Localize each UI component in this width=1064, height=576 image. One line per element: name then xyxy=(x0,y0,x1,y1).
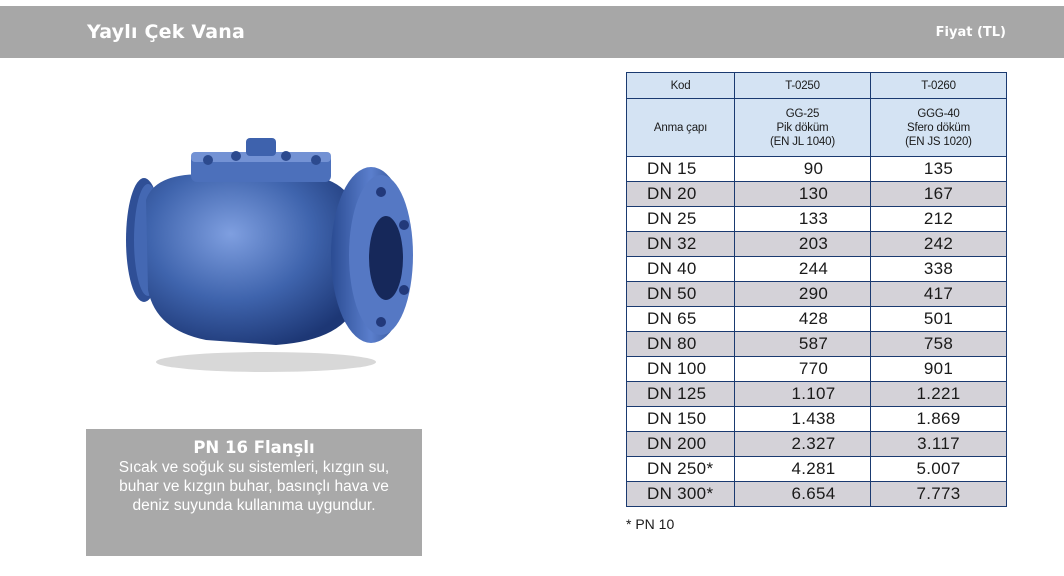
check-valve-image xyxy=(96,130,426,380)
page-title: Yaylı Çek Vana xyxy=(87,21,245,43)
size-cell: DN 40 xyxy=(627,257,735,282)
size-cell: DN 300* xyxy=(627,482,735,507)
product-subtitle: PN 16 Flanşlı xyxy=(193,438,315,457)
t0260-price-cell: 5.007 xyxy=(871,457,1007,482)
material-t0260-type: Sfero döküm xyxy=(907,121,970,134)
t0250-price-cell: 587 xyxy=(735,332,871,357)
table-row xyxy=(627,407,1007,432)
table-row xyxy=(627,257,1007,282)
material-t0260-grade: GGG-40 xyxy=(917,107,960,120)
footnote: * PN 10 xyxy=(626,516,675,532)
table-row xyxy=(627,357,1007,382)
table-row xyxy=(627,232,1007,257)
table-row xyxy=(627,182,1007,207)
t0260-price-cell: 212 xyxy=(871,207,1007,232)
table-row xyxy=(627,457,1007,482)
size-cell: DN 65 xyxy=(627,307,735,332)
t0260-price-cell: 417 xyxy=(871,282,1007,307)
t0260-price-cell: 7.773 xyxy=(871,482,1007,507)
table-header-material-row xyxy=(627,99,1007,157)
t0250-price-cell: 90 xyxy=(735,157,871,182)
t0260-price-cell: 1.221 xyxy=(871,382,1007,407)
size-cell: DN 125 xyxy=(627,382,735,407)
size-cell: DN 20 xyxy=(627,182,735,207)
size-cell: DN 50 xyxy=(627,282,735,307)
size-cell: DN 25 xyxy=(627,207,735,232)
size-header: Anma çapı xyxy=(627,99,735,157)
table-row xyxy=(627,382,1007,407)
t0260-price-cell: 3.117 xyxy=(871,432,1007,457)
t0250-price-cell: 2.327 xyxy=(735,432,871,457)
t0260-price-cell: 167 xyxy=(871,182,1007,207)
product-description: Sıcak ve soğuk su sistemleri, kızgın su, buhar ve kızgın buhar, basınçlı hava ve deniz suyunda kullanıma uygundur. xyxy=(118,459,390,514)
table-row xyxy=(627,282,1007,307)
table-header-code-row xyxy=(627,73,1007,99)
t0250-price-cell: 770 xyxy=(735,357,871,382)
code-t0250: T-0250 xyxy=(735,73,871,99)
material-t0260-standard: (EN JS 1020) xyxy=(905,135,972,148)
size-cell: DN 80 xyxy=(627,332,735,357)
table-row xyxy=(627,207,1007,232)
t0250-price-cell: 1.107 xyxy=(735,382,871,407)
material-t0250-grade: GG-25 xyxy=(785,107,820,120)
t0250-price-cell: 4.281 xyxy=(735,457,871,482)
size-cell: DN 250* xyxy=(627,457,735,482)
t0250-price-cell: 6.654 xyxy=(735,482,871,507)
size-cell: DN 150 xyxy=(627,407,735,432)
t0260-price-cell: 1.869 xyxy=(871,407,1007,432)
t0260-price-cell: 501 xyxy=(871,307,1007,332)
material-t0250 xyxy=(735,99,871,157)
t0250-price-cell: 290 xyxy=(735,282,871,307)
size-cell: DN 32 xyxy=(627,232,735,257)
t0260-price-cell: 242 xyxy=(871,232,1007,257)
price-table xyxy=(626,72,1007,507)
table-row xyxy=(627,432,1007,457)
size-cell: DN 100 xyxy=(627,357,735,382)
table-row xyxy=(627,332,1007,357)
t0250-price-cell: 130 xyxy=(735,182,871,207)
table-row xyxy=(627,157,1007,182)
t0250-price-cell: 133 xyxy=(735,207,871,232)
material-t0250-type: Pik döküm xyxy=(776,121,829,134)
code-t0260: T-0260 xyxy=(871,73,1007,99)
t0260-price-cell: 338 xyxy=(871,257,1007,282)
table-row xyxy=(627,307,1007,332)
material-t0260 xyxy=(871,99,1007,157)
t0250-price-cell: 244 xyxy=(735,257,871,282)
size-cell: DN 15 xyxy=(627,157,735,182)
size-cell: DN 200 xyxy=(627,432,735,457)
t0260-price-cell: 901 xyxy=(871,357,1007,382)
t0250-price-cell: 428 xyxy=(735,307,871,332)
t0260-price-cell: 135 xyxy=(871,157,1007,182)
product-info-box xyxy=(86,429,422,556)
t0250-price-cell: 203 xyxy=(735,232,871,257)
header-bar xyxy=(0,6,1064,58)
table-row xyxy=(627,482,1007,507)
price-label: Fiyat (TL) xyxy=(935,25,1006,40)
t0250-price-cell: 1.438 xyxy=(735,407,871,432)
code-header: Kod xyxy=(627,73,735,99)
t0260-price-cell: 758 xyxy=(871,332,1007,357)
material-t0250-standard: (EN JL 1040) xyxy=(770,135,835,148)
